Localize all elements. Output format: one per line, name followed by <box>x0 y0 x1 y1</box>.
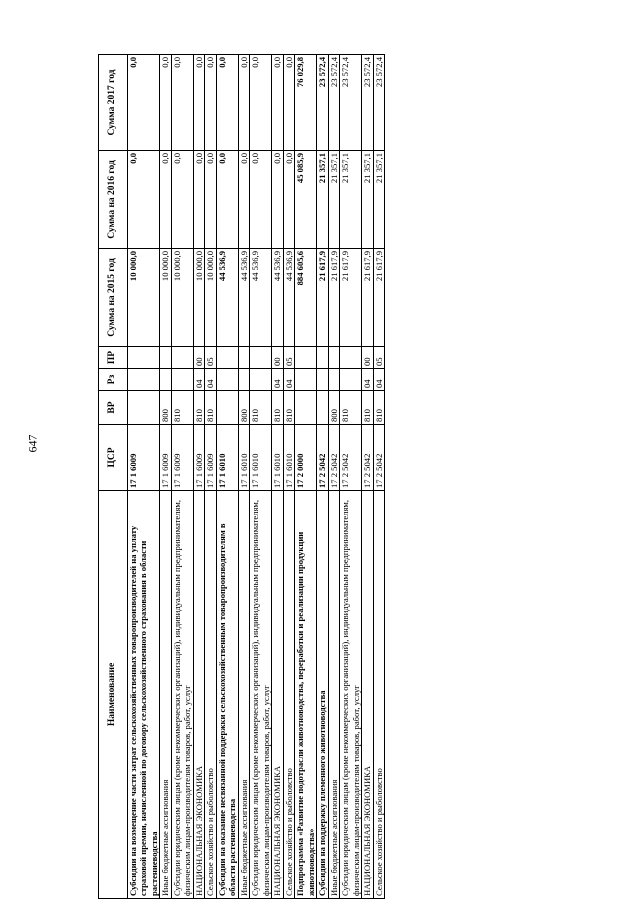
vr-cell: 810 <box>373 391 384 425</box>
sum-2015-cell: 884 605,6 <box>295 249 317 347</box>
rz-cell: 04 <box>193 369 204 391</box>
name-cell: Субсидии на оказание несвязанной поддержки сельскохозяйственным товаропроизводителям в области растениеводства <box>216 491 238 899</box>
table-row <box>160 55 171 899</box>
table-row <box>373 55 384 899</box>
rz-cell <box>171 369 193 391</box>
table-row <box>250 55 272 899</box>
sum-2015-cell: 10 000,0 <box>160 249 171 347</box>
name-cell: Субсидии юридическим лицам (кроме некоммерческих организаций), индивидуальным предпринимателям, физическим лицам-производителям товаров, работ, услуг <box>340 491 362 899</box>
header-csr: ЦСР <box>99 425 128 491</box>
rz-cell <box>250 369 272 391</box>
sum-2017-cell: 23 572,4 <box>328 55 339 151</box>
sum-2015-cell: 44 536,9 <box>216 249 238 347</box>
sum-2016-cell: 0,0 <box>216 151 238 249</box>
page-number: 647 <box>25 434 40 453</box>
header-sum-2015: Сумма на 2015 год <box>99 249 128 347</box>
pr-cell: 00 <box>193 347 204 369</box>
sum-2016-cell: 21 357,1 <box>362 151 373 249</box>
sum-2016-cell: 0,0 <box>205 151 216 249</box>
table-row <box>171 55 193 899</box>
sum-2015-cell: 44 536,9 <box>272 249 283 347</box>
sum-2017-cell: 0,0 <box>250 55 272 151</box>
name-cell: Подпрограмма «Развитие подотрасли животноводства, переработки и реализации продукции животноводства» <box>295 491 317 899</box>
table-row <box>216 55 238 899</box>
csr-cell: 17 1 6010 <box>216 425 238 491</box>
sum-2015-cell: 21 617,9 <box>362 249 373 347</box>
pr-cell <box>328 347 339 369</box>
sum-2016-cell: 0,0 <box>283 151 294 249</box>
rz-cell <box>216 369 238 391</box>
header-sum-2016: Сумма на 2016 год <box>99 151 128 249</box>
rotated-table-container <box>98 55 548 899</box>
vr-cell: 810 <box>250 391 272 425</box>
sum-2016-cell: 0,0 <box>171 151 193 249</box>
pr-cell: 00 <box>362 347 373 369</box>
csr-cell: 17 2 5042 <box>317 425 328 491</box>
sum-2016-cell: 21 357,1 <box>328 151 339 249</box>
name-cell: НАЦИОНАЛЬНАЯ ЭКОНОМИКА <box>362 491 373 899</box>
name-cell: Субсидии на поддержку племенного животноводства <box>317 491 328 899</box>
table-header-row <box>99 55 128 899</box>
csr-cell: 17 1 6010 <box>283 425 294 491</box>
sum-2016-cell: 45 085,9 <box>295 151 317 249</box>
sum-2017-cell: 0,0 <box>272 55 283 151</box>
sum-2016-cell: 21 357,1 <box>317 151 328 249</box>
sum-2015-cell: 10 000,0 <box>205 249 216 347</box>
table-row <box>340 55 362 899</box>
sum-2017-cell: 23 572,4 <box>317 55 328 151</box>
header-rz: Рз <box>99 369 128 391</box>
rz-cell <box>160 369 171 391</box>
table-row <box>205 55 216 899</box>
header-name: Наименование <box>99 491 128 899</box>
pr-cell <box>250 347 272 369</box>
rz-cell: 04 <box>272 369 283 391</box>
pr-cell <box>238 347 249 369</box>
table-row <box>362 55 373 899</box>
name-cell: Субсидии на возмещение части затрат сельскохозяйственных товаропроизводителей на уплату страховой премии, начисленной по договору сельскохозяйственного страхования в области растениеводства <box>128 491 160 899</box>
csr-cell: 17 1 6009 <box>193 425 204 491</box>
sum-2017-cell: 0,0 <box>238 55 249 151</box>
pr-cell: 05 <box>205 347 216 369</box>
rz-cell <box>340 369 362 391</box>
rz-cell <box>295 369 317 391</box>
csr-cell: 17 1 6010 <box>250 425 272 491</box>
sum-2017-cell: 23 572,4 <box>373 55 384 151</box>
vr-cell: 810 <box>362 391 373 425</box>
vr-cell: 810 <box>171 391 193 425</box>
csr-cell: 17 2 0000 <box>295 425 317 491</box>
csr-cell: 17 1 6009 <box>160 425 171 491</box>
rz-cell <box>128 369 160 391</box>
vr-cell <box>317 391 328 425</box>
name-cell: НАЦИОНАЛЬНАЯ ЭКОНОМИКА <box>272 491 283 899</box>
sum-2015-cell: 21 617,9 <box>340 249 362 347</box>
sum-2016-cell: 0,0 <box>238 151 249 249</box>
name-cell: Субсидии юридическим лицам (кроме некоммерческих организаций), индивидуальным предпринимателям, физическим лицам-производителям товаров, работ, услуг <box>250 491 272 899</box>
sum-2015-cell: 10 000,0 <box>193 249 204 347</box>
sum-2017-cell: 0,0 <box>160 55 171 151</box>
csr-cell: 17 1 6009 <box>205 425 216 491</box>
sum-2016-cell: 21 357,1 <box>340 151 362 249</box>
rz-cell: 04 <box>283 369 294 391</box>
name-cell: Сельское хозяйство и рыболовство <box>373 491 384 899</box>
table-row <box>328 55 339 899</box>
csr-cell: 17 2 5042 <box>340 425 362 491</box>
rz-cell <box>317 369 328 391</box>
sum-2016-cell: 21 357,1 <box>373 151 384 249</box>
name-cell: Иные бюджетные ассигнования <box>238 491 249 899</box>
csr-cell: 17 1 6009 <box>171 425 193 491</box>
pr-cell: 05 <box>373 347 384 369</box>
name-cell: Сельское хозяйство и рыболовство <box>205 491 216 899</box>
vr-cell <box>295 391 317 425</box>
table-row <box>272 55 283 899</box>
csr-cell: 17 1 6010 <box>238 425 249 491</box>
vr-cell: 800 <box>328 391 339 425</box>
pr-cell: 05 <box>283 347 294 369</box>
vr-cell: 810 <box>340 391 362 425</box>
table-row <box>193 55 204 899</box>
sum-2016-cell: 0,0 <box>128 151 160 249</box>
vr-cell <box>216 391 238 425</box>
sum-2017-cell: 0,0 <box>283 55 294 151</box>
csr-cell: 17 2 5042 <box>328 425 339 491</box>
vr-cell: 810 <box>193 391 204 425</box>
sum-2017-cell: 0,0 <box>216 55 238 151</box>
pr-cell: 00 <box>272 347 283 369</box>
vr-cell: 810 <box>205 391 216 425</box>
sum-2015-cell: 21 617,9 <box>328 249 339 347</box>
rz-cell: 04 <box>362 369 373 391</box>
vr-cell: 800 <box>238 391 249 425</box>
rz-cell <box>328 369 339 391</box>
sum-2015-cell: 21 617,9 <box>373 249 384 347</box>
sum-2015-cell: 44 536,9 <box>250 249 272 347</box>
pr-cell <box>216 347 238 369</box>
sum-2015-cell: 21 617,9 <box>317 249 328 347</box>
sum-2015-cell: 44 536,9 <box>283 249 294 347</box>
csr-cell: 17 1 6010 <box>272 425 283 491</box>
sum-2017-cell: 0,0 <box>171 55 193 151</box>
table-row <box>295 55 317 899</box>
pr-cell <box>317 347 328 369</box>
sum-2015-cell: 10 000,0 <box>128 249 160 347</box>
table-row <box>283 55 294 899</box>
table-row <box>128 55 160 899</box>
csr-cell: 17 2 5042 <box>362 425 373 491</box>
pr-cell <box>171 347 193 369</box>
name-cell: Иные бюджетные ассигнования <box>328 491 339 899</box>
sum-2016-cell: 0,0 <box>250 151 272 249</box>
header-vr: ВР <box>99 391 128 425</box>
name-cell: Иные бюджетные ассигнования <box>160 491 171 899</box>
name-cell: Субсидии юридическим лицам (кроме некоммерческих организаций), индивидуальным предпринимателям, физическим лицам-производителям товаров, работ, услуг <box>171 491 193 899</box>
header-pr: ПР <box>99 347 128 369</box>
vr-cell: 810 <box>272 391 283 425</box>
csr-cell: 17 1 6009 <box>128 425 160 491</box>
sum-2016-cell: 0,0 <box>193 151 204 249</box>
sum-2017-cell: 0,0 <box>128 55 160 151</box>
budget-table <box>98 54 385 899</box>
name-cell: Сельское хозяйство и рыболовство <box>283 491 294 899</box>
pr-cell <box>128 347 160 369</box>
vr-cell: 800 <box>160 391 171 425</box>
vr-cell: 810 <box>283 391 294 425</box>
sum-2017-cell: 0,0 <box>193 55 204 151</box>
sum-2017-cell: 23 572,4 <box>362 55 373 151</box>
rz-cell <box>238 369 249 391</box>
name-cell: НАЦИОНАЛЬНАЯ ЭКОНОМИКА <box>193 491 204 899</box>
csr-cell: 17 2 5042 <box>373 425 384 491</box>
rz-cell: 04 <box>373 369 384 391</box>
sum-2016-cell: 0,0 <box>160 151 171 249</box>
table-row <box>317 55 328 899</box>
sum-2017-cell: 0,0 <box>205 55 216 151</box>
sum-2015-cell: 10 000,0 <box>171 249 193 347</box>
sum-2017-cell: 76 029,8 <box>295 55 317 151</box>
sum-2015-cell: 44 536,9 <box>238 249 249 347</box>
header-sum-2017: Сумма 2017 год <box>99 55 128 151</box>
vr-cell <box>128 391 160 425</box>
sum-2016-cell: 0,0 <box>272 151 283 249</box>
pr-cell <box>340 347 362 369</box>
pr-cell <box>160 347 171 369</box>
table-body <box>128 55 385 899</box>
rz-cell: 04 <box>205 369 216 391</box>
table-row <box>238 55 249 899</box>
pr-cell <box>295 347 317 369</box>
sum-2017-cell: 23 572,4 <box>340 55 362 151</box>
